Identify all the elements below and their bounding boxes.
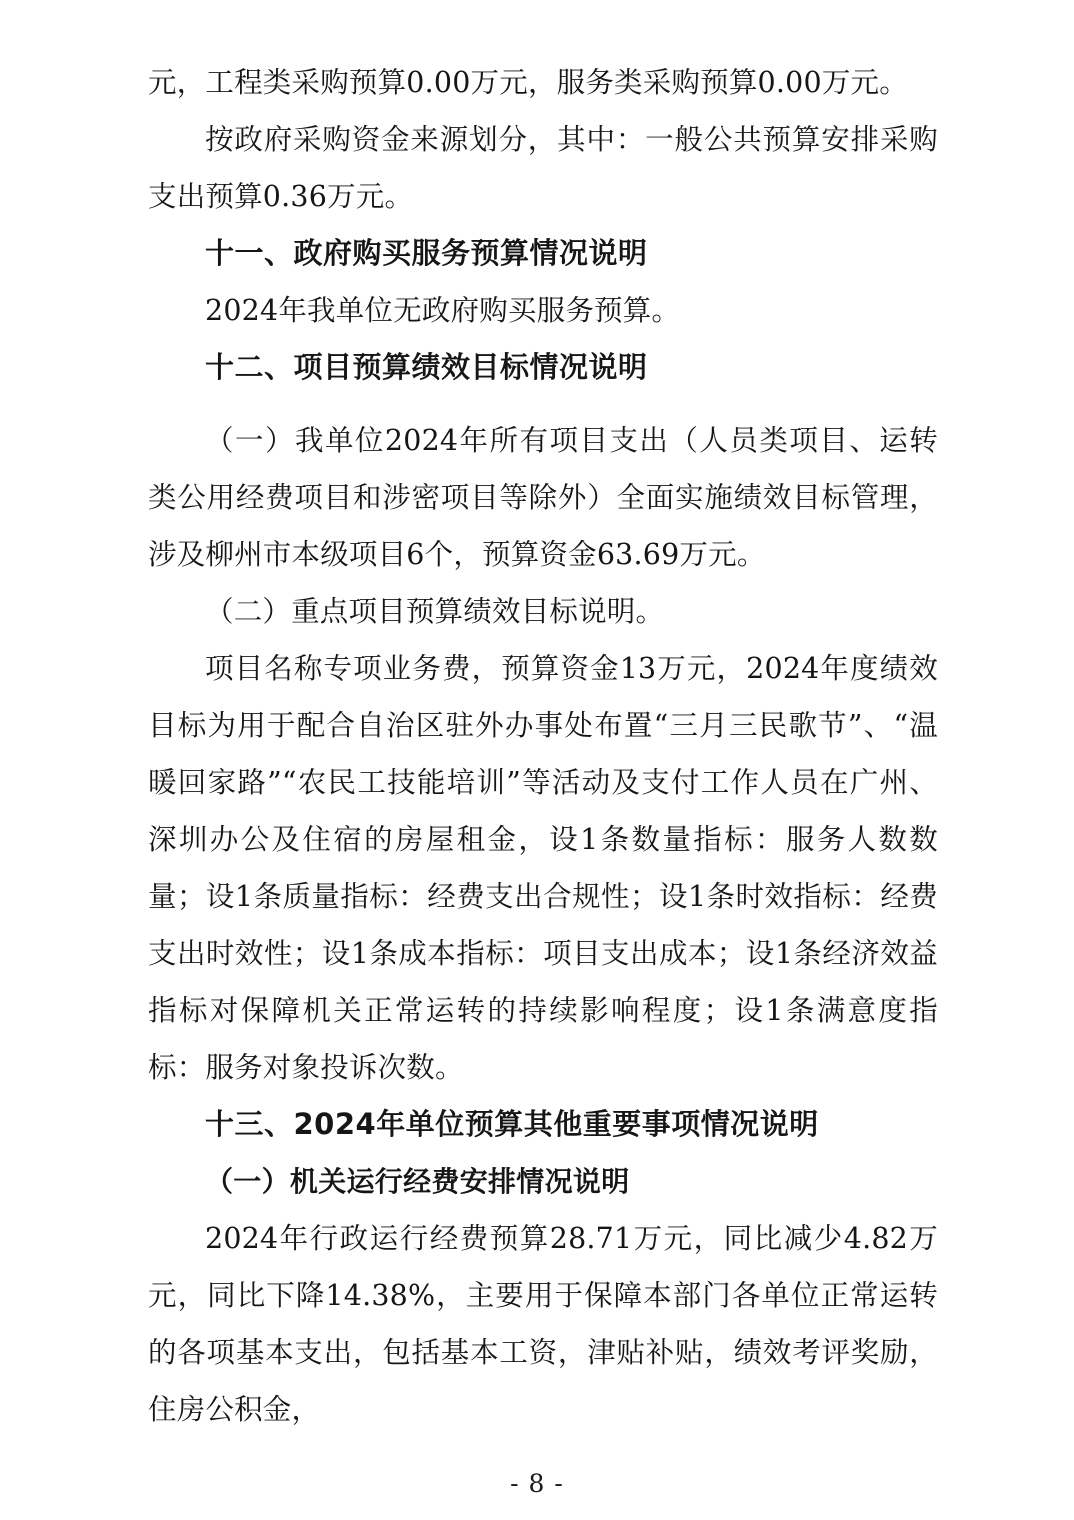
- section-heading-12: 十二、项目预算绩效目标情况说明: [205, 350, 648, 384]
- section-heading-13: 十三、2024年单位预算其他重要事项情况说明: [205, 1107, 819, 1141]
- paragraph-performance-target-a: （一）我单位2024年所有项目支出（人员类项目、运转类公用经费项目和涉密项目等除外）全面实施绩效目标管理，涉及柳州市本级项目6个，预算资金63.69万元。: [148, 424, 938, 571]
- section-heading-11: 十一、政府购买服务预算情况说明: [205, 236, 648, 270]
- paragraph-procurement-continued: 元，工程类采购预算0.00万元，服务类采购预算0.00万元。: [148, 66, 908, 99]
- paragraph-performance-target-b: （二）重点项目预算绩效目标说明。: [205, 595, 665, 628]
- page-content: [148, 54, 938, 1438]
- paragraph-key-project-detail: 项目名称专项业务费，预算资金13万元，2024年度绩效目标为用于配合自治区驻外办事处布置“三月三民歌节”、“温暖回家路”“农民工技能培训”等活动及支付工作人员在广州、深圳办公及住宿的房屋租金，设1条数量指标：服务人数数量；设1条质量指标：经费支出合规性；设1条时效指标：经费支出时效性；设1条成本指标：项目支出成本；设1条经济效益指标对保障机关正常运转的持续影响程度；设1条满意度指标：服务对象投诉次数。: [148, 652, 938, 1084]
- page-number: - 8 -: [510, 1469, 564, 1498]
- sub-heading-organ-operating-expenses: （一）机关运行经费安排情况说明: [205, 1165, 630, 1198]
- paragraph-no-service-purchase-budget: 2024年我单位无政府购买服务预算。: [205, 294, 681, 327]
- paragraph-operating-expenses-detail: 2024年行政运行经费预算28.71万元，同比减少4.82万元，同比下降14.38%，主要用于保障本部门各单位正常运转的各项基本支出，包括基本工资，津贴补贴，绩效考评奖励，住房公积金，: [148, 1222, 938, 1426]
- paragraph-procurement-funding-source: 按政府采购资金来源划分，其中：一般公共预算安排采购支出预算0.36万元。: [148, 123, 938, 213]
